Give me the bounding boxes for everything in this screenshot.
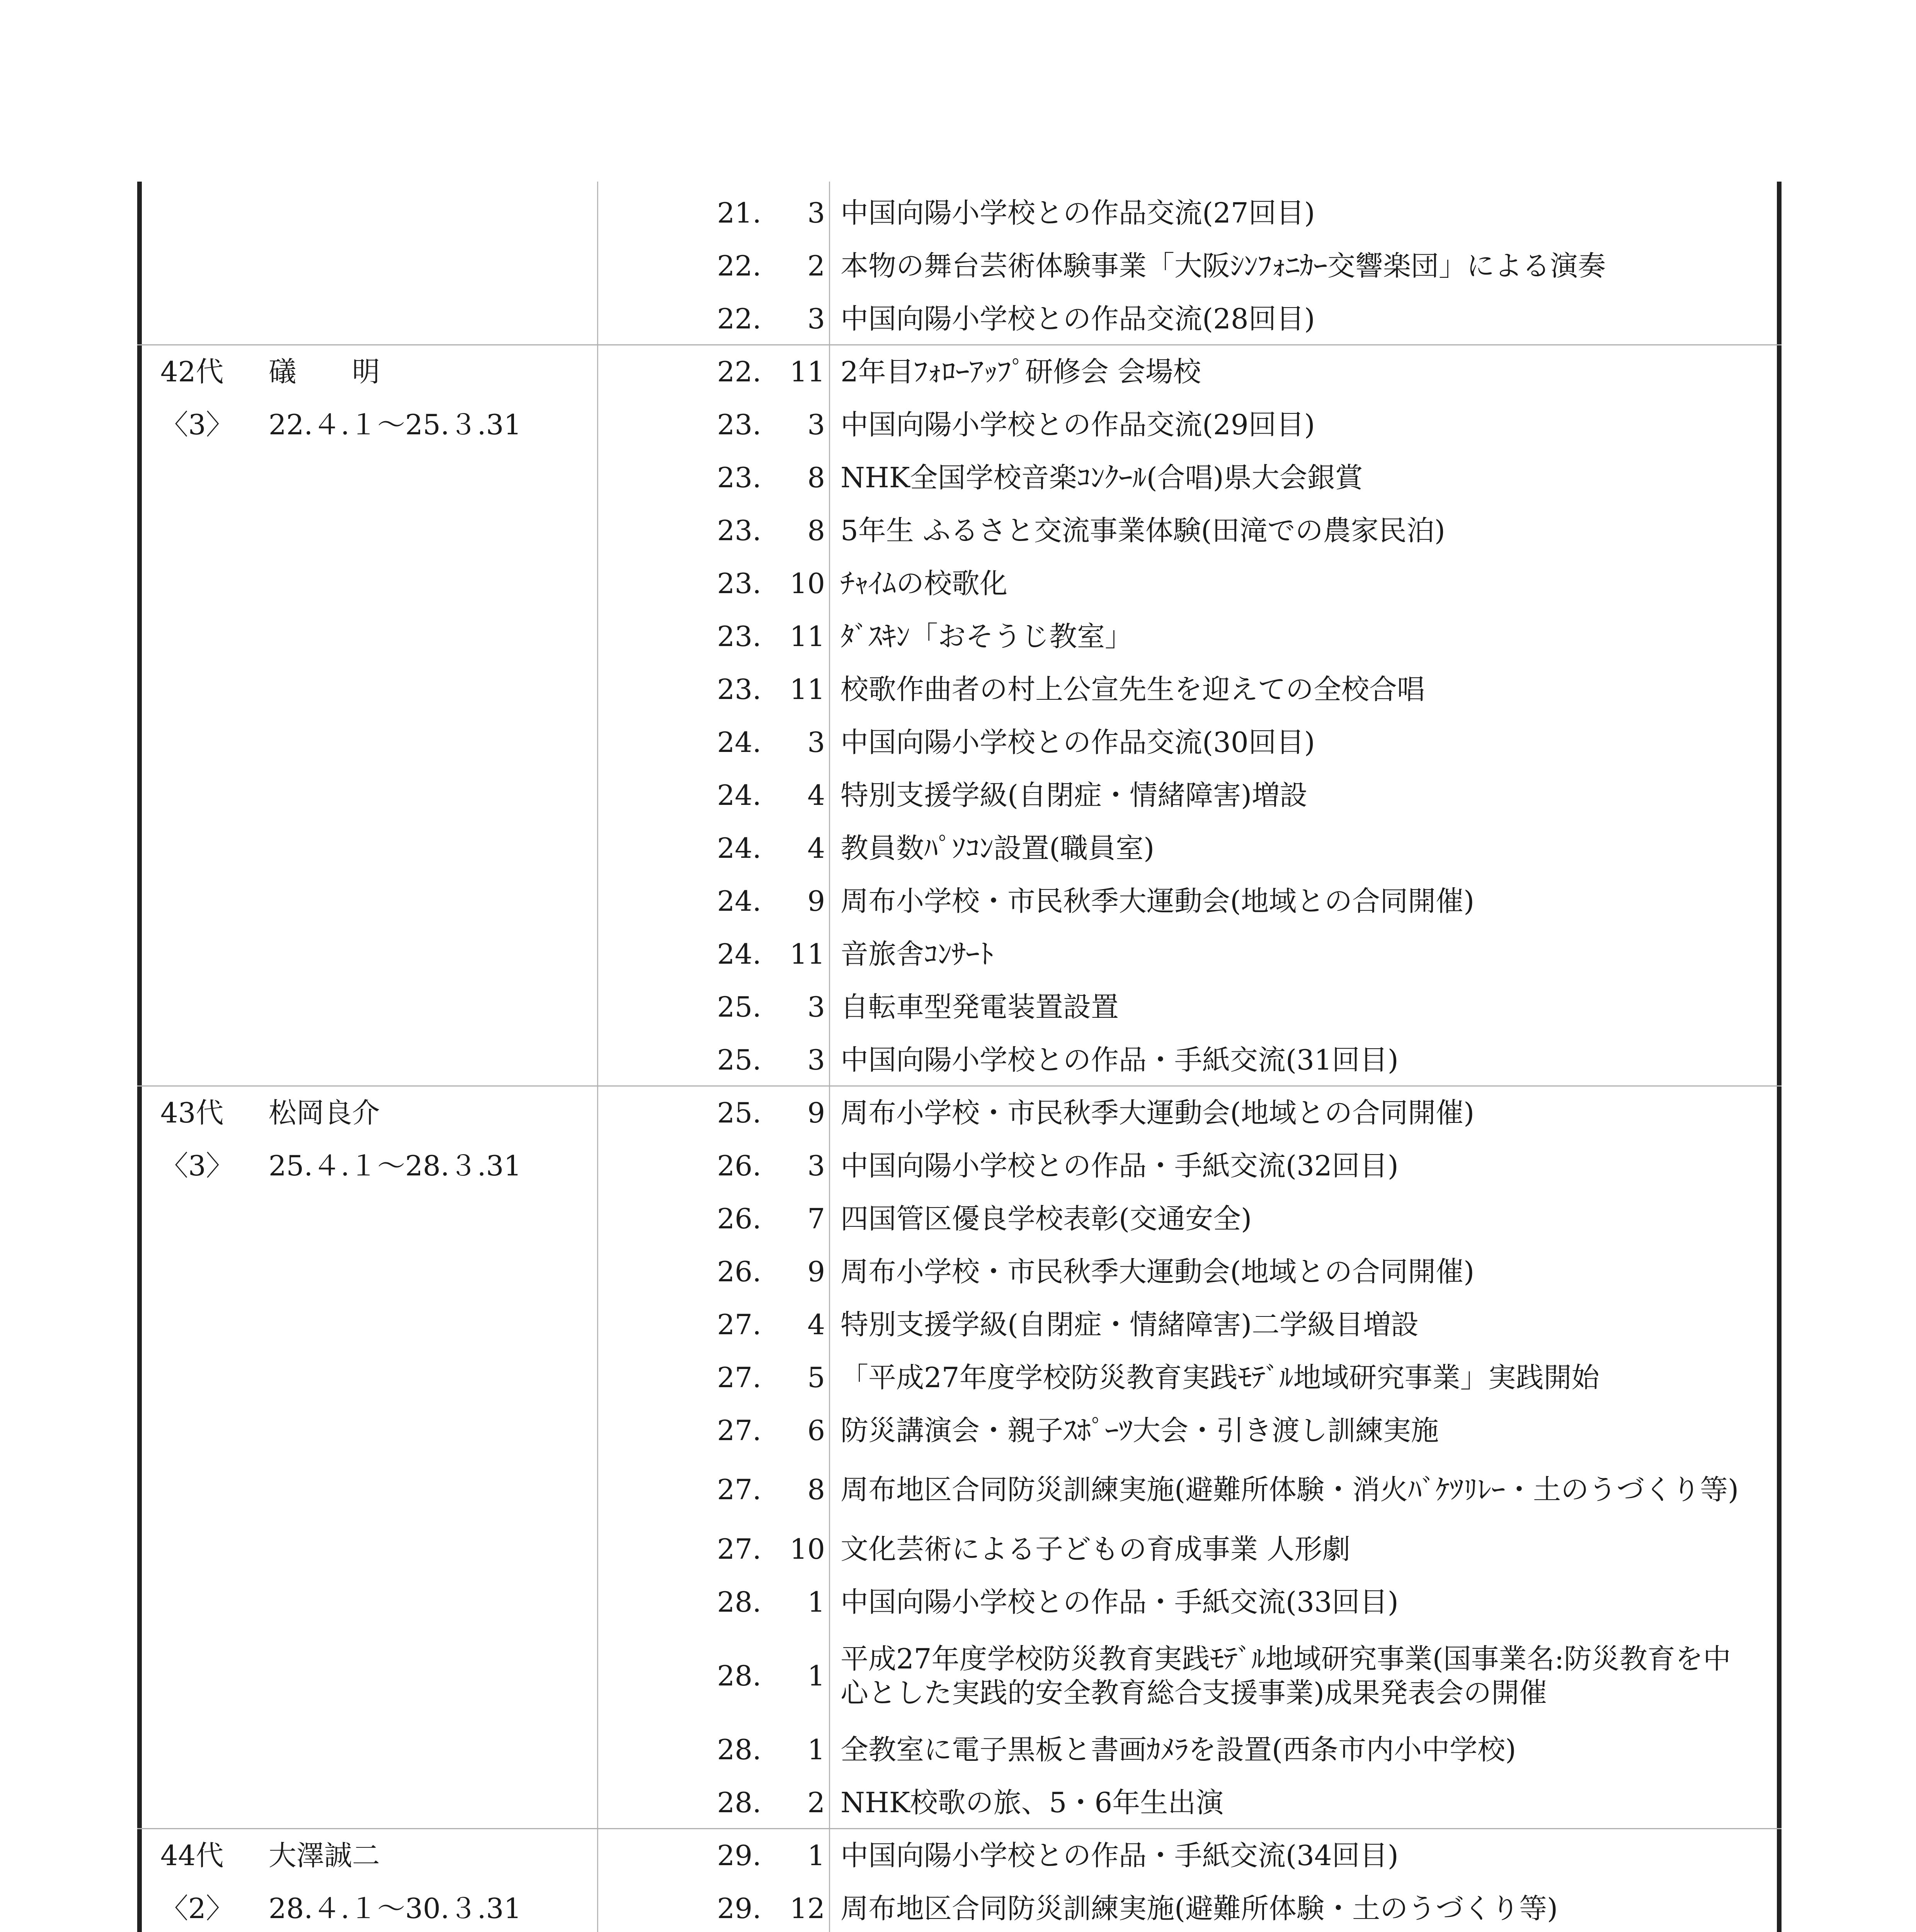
event-month: 8 <box>807 514 825 547</box>
event-year: 23. <box>717 620 761 653</box>
event-description: 中国向陽小学校との作品・手紙交流(31回目) <box>841 1043 1399 1076</box>
event-month: 10 <box>790 1532 825 1565</box>
principal-tenure: 25.４.１〜28.３.31 <box>269 1149 522 1182</box>
event-description: 「平成27年度学校防災教育実践ﾓﾃﾞﾙ地域研究事業」実践開始 <box>841 1361 1600 1394</box>
event-description: 中国向陽小学校との作品交流(28回目) <box>841 302 1315 335</box>
event-month: 11 <box>790 620 825 653</box>
principal-years-served: 〈2〉 <box>160 1892 234 1925</box>
event-year: 26. <box>717 1149 761 1182</box>
event-month: 3 <box>807 408 825 441</box>
event-description: 周布小学校・市民秋季大運動会(地域との合同開催) <box>841 884 1475 917</box>
event-month: 11 <box>790 937 825 970</box>
event-year: 26. <box>717 1202 761 1235</box>
principal-name: 礒 明 <box>269 355 380 388</box>
principal-name: 大澤誠二 <box>269 1839 380 1872</box>
event-month: 3 <box>807 196 825 229</box>
principal-generation: 44代 <box>160 1839 224 1872</box>
event-year: 23. <box>717 567 761 600</box>
event-description: 中国向陽小学校との作品交流(30回目) <box>841 726 1315 759</box>
event-month: 7 <box>807 1202 825 1235</box>
event-year: 21. <box>717 196 761 229</box>
principal-divider <box>137 344 1782 345</box>
event-description: ﾁｬｲﾑの校歌化 <box>841 567 1008 600</box>
event-year: 27. <box>717 1308 761 1341</box>
event-year: 23. <box>717 514 761 547</box>
principal-generation: 43代 <box>160 1096 224 1129</box>
event-year: 23. <box>717 461 761 494</box>
event-month: 9 <box>807 1255 825 1288</box>
event-description: 周布小学校・市民秋季大運動会(地域との合同開催) <box>841 1096 1475 1129</box>
event-year: 25. <box>717 1043 761 1076</box>
event-description: 音旅舎ｺﾝｻｰﾄ <box>841 937 994 970</box>
principal-generation: 42代 <box>160 355 224 388</box>
event-year: 27. <box>717 1414 761 1447</box>
event-year: 29. <box>717 1892 761 1925</box>
event-description: 中国向陽小学校との作品交流(27回目) <box>841 196 1315 229</box>
event-year: 22. <box>717 355 761 388</box>
event-month: 1 <box>807 1733 825 1766</box>
event-year: 23. <box>717 673 761 706</box>
event-month: 11 <box>790 355 825 388</box>
event-month: 11 <box>790 673 825 706</box>
event-month: 2 <box>807 1786 825 1819</box>
table-right-border <box>1777 182 1782 1932</box>
event-description: 中国向陽小学校との作品・手紙交流(34回目) <box>841 1839 1399 1872</box>
event-description: NHK全国学校音楽ｺﾝｸｰﾙ(合唱)県大会銀賞 <box>841 461 1363 494</box>
event-year: 29. <box>717 1839 761 1872</box>
event-year: 28. <box>717 1733 761 1766</box>
principal-name: 松岡良介 <box>269 1096 380 1129</box>
event-description: 特別支援学級(自閉症・情緒障害)二学級目増設 <box>841 1308 1419 1341</box>
event-description: 自転車型発電装置設置 <box>841 990 1119 1023</box>
event-description: 平成27年度学校防災教育実践ﾓﾃﾞﾙ地域研究事業(国事業名:防災教育を中心とした実践的安全教育総合支援事業)成果発表会の開催 <box>841 1642 1731 1709</box>
event-month: 9 <box>807 884 825 917</box>
column-divider-1 <box>597 182 598 1932</box>
event-year: 27. <box>717 1473 761 1506</box>
event-description: 中国向陽小学校との作品・手紙交流(33回目) <box>841 1585 1399 1618</box>
event-description: 5年生 ふるさと交流事業体験(田滝での農家民泊) <box>841 514 1445 547</box>
table-left-border <box>137 182 142 1932</box>
event-year: 25. <box>717 1096 761 1129</box>
event-year: 28. <box>717 1659 761 1692</box>
history-table <box>137 182 1782 1932</box>
event-month: 12 <box>790 1892 825 1925</box>
event-description: 周布地区合同防災訓練実施(避難所体験・消火ﾊﾞｹﾂﾘﾚｰ・土のうづくり等) <box>841 1473 1739 1506</box>
event-year: 23. <box>717 408 761 441</box>
column-divider-2 <box>829 182 830 1932</box>
event-description: 2年目ﾌｫﾛｰｱｯﾌﾟ研修会 会場校 <box>841 355 1201 388</box>
event-month: 9 <box>807 1096 825 1129</box>
event-month: 3 <box>807 302 825 335</box>
event-month: 3 <box>807 990 825 1023</box>
event-year: 24. <box>717 779 761 811</box>
event-year: 24. <box>717 832 761 864</box>
event-year: 27. <box>717 1361 761 1394</box>
event-year: 27. <box>717 1532 761 1565</box>
event-description: NHK校歌の旅、5・6年生出演 <box>841 1786 1224 1819</box>
event-year: 28. <box>717 1786 761 1819</box>
event-description: 周布小学校・市民秋季大運動会(地域との合同開催) <box>841 1255 1475 1288</box>
event-month: 2 <box>807 249 825 282</box>
event-description: 周布地区合同防災訓練実施(避難所体験・土のうづくり等) <box>841 1892 1558 1925</box>
event-year: 24. <box>717 726 761 759</box>
event-year: 22. <box>717 249 761 282</box>
event-month: 1 <box>807 1839 825 1872</box>
event-year: 22. <box>717 302 761 335</box>
event-description: ﾀﾞｽｷﾝ「おそうじ教室」 <box>841 620 1133 653</box>
event-description: 防災講演会・親子ｽﾎﾟｰﾂ大会・引き渡し訓練実施 <box>841 1414 1439 1447</box>
event-month: 4 <box>807 779 825 811</box>
event-month: 8 <box>807 461 825 494</box>
event-year: 24. <box>717 884 761 917</box>
event-month: 5 <box>807 1361 825 1394</box>
principal-years-served: 〈3〉 <box>160 408 234 441</box>
principal-tenure: 22.４.１〜25.３.31 <box>269 408 522 441</box>
event-description: 特別支援学級(自閉症・情緒障害)増設 <box>841 779 1308 811</box>
event-month: 3 <box>807 726 825 759</box>
event-description: 四国管区優良学校表彰(交通安全) <box>841 1202 1252 1235</box>
event-month: 3 <box>807 1149 825 1182</box>
event-year: 28. <box>717 1585 761 1618</box>
event-month: 3 <box>807 1043 825 1076</box>
event-month: 1 <box>807 1585 825 1618</box>
event-description: 教員数ﾊﾟｿｺﾝ設置(職員室) <box>841 832 1155 864</box>
event-month: 8 <box>807 1473 825 1506</box>
event-month: 10 <box>790 567 825 600</box>
event-month: 4 <box>807 832 825 864</box>
principal-tenure: 28.４.１〜30.３.31 <box>269 1892 522 1925</box>
event-description: 中国向陽小学校との作品・手紙交流(32回目) <box>841 1149 1399 1182</box>
event-description: 中国向陽小学校との作品交流(29回目) <box>841 408 1315 441</box>
event-year: 26. <box>717 1255 761 1288</box>
event-description: 本物の舞台芸術体験事業「大阪ｼﾝﾌｫﾆｶｰ交響楽団」による演奏 <box>841 249 1606 282</box>
event-year: 25. <box>717 990 761 1023</box>
event-year: 24. <box>717 937 761 970</box>
event-month: 1 <box>807 1659 825 1692</box>
event-description: 文化芸術による子どもの育成事業 人形劇 <box>841 1532 1350 1565</box>
event-month: 4 <box>807 1308 825 1341</box>
principal-divider <box>137 1085 1782 1087</box>
principal-divider <box>137 1828 1782 1829</box>
principal-years-served: 〈3〉 <box>160 1149 234 1182</box>
event-description: 校歌作曲者の村上公宣先生を迎えての全校合唱 <box>841 673 1425 706</box>
event-month: 6 <box>807 1414 825 1447</box>
event-description: 全教室に電子黒板と書画ｶﾒﾗを設置(西条市内小中学校) <box>841 1733 1516 1766</box>
